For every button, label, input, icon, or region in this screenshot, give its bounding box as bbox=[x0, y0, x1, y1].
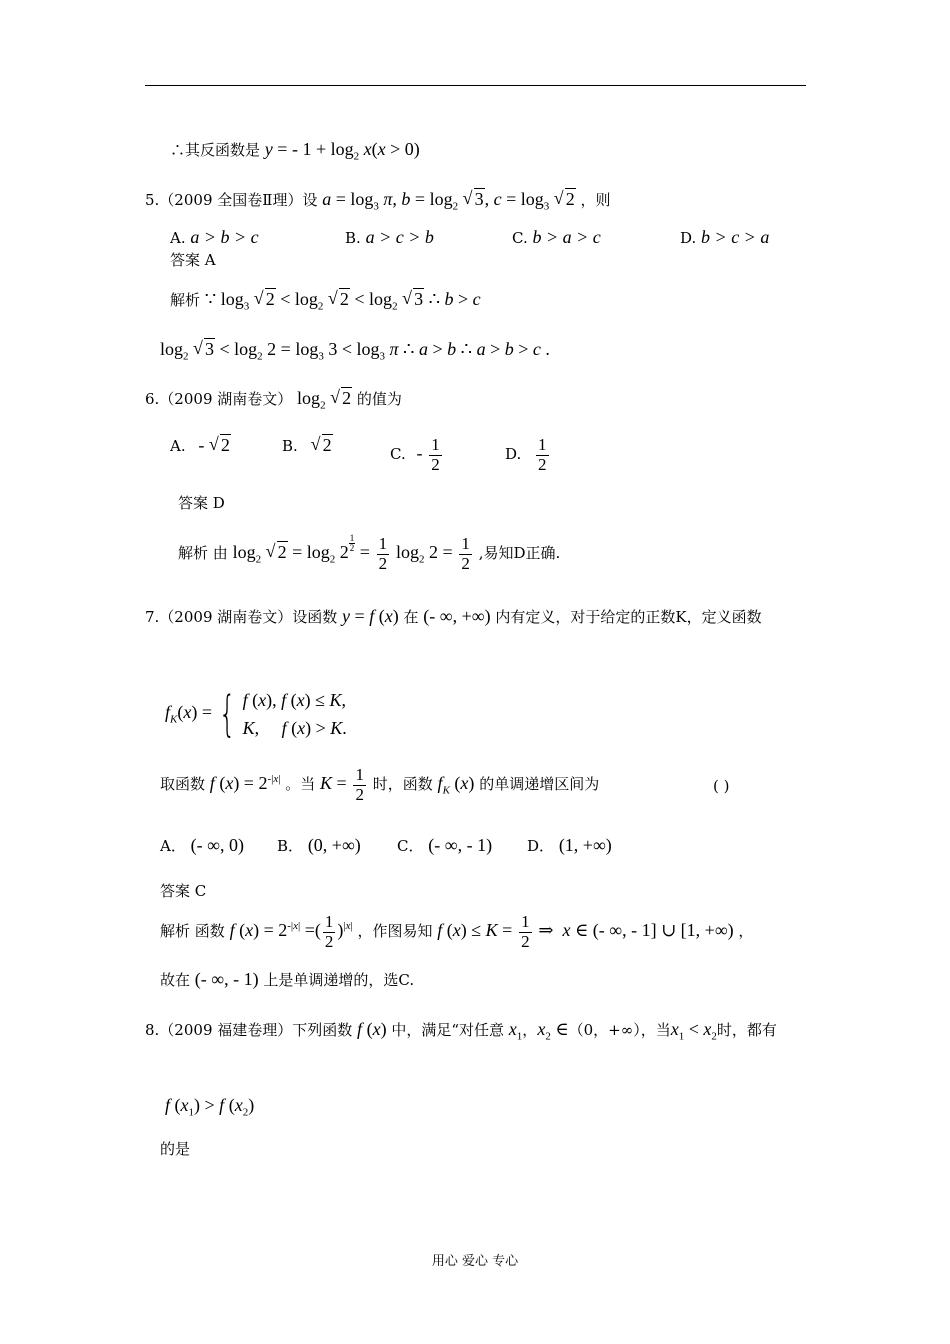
text: 时，函数 bbox=[372, 775, 433, 794]
q6-option-d: D. $\frac{1}{2}$ bbox=[505, 435, 547, 474]
header-rule bbox=[145, 85, 806, 86]
text: 中，满足“对任意 bbox=[391, 1021, 505, 1039]
question-7: 7.（2009 湖南卷文）设函数 y = f (x) 在 (- ∞, +∞) 内有定义，对于给定的正数K，定义函数 bbox=[145, 606, 762, 626]
text: 。当 bbox=[285, 775, 316, 794]
q7-conclusion: 故在 (- ∞, - 1) 上是单调递增的，选C. bbox=[160, 969, 415, 989]
label: 解析 bbox=[170, 291, 201, 309]
text: ，则 bbox=[580, 191, 611, 209]
text: ，作图易知 bbox=[357, 922, 433, 941]
q6-option-b: B. √ 2 bbox=[282, 436, 333, 454]
q5-answer: 答案 A bbox=[170, 251, 216, 269]
q7-option-c: C． (- ∞, - 1) bbox=[397, 835, 493, 855]
label: 解析 函数 bbox=[160, 922, 225, 941]
q7-analysis: 解析 函数 f $(x) = 2^{-|x|}$ =( $\frac{1}{2}$ )$^{|x|}$ ，作图易知 f (x) ≤ K = $\frac{1}{2}$ ⇒ x ∈ (- ∞, - 1] ∪ [1, +∞) ， bbox=[160, 912, 754, 951]
label: A. bbox=[170, 229, 186, 247]
q7-option-d: D． (1, +∞) bbox=[527, 835, 612, 855]
q8-tail: 的是 bbox=[160, 1140, 191, 1158]
text: 在 bbox=[403, 608, 419, 626]
q7-answer: 答案 C bbox=[160, 882, 207, 900]
q5-option-b: B. a > c > b bbox=[345, 227, 434, 247]
label: B． bbox=[277, 837, 304, 855]
label: B. bbox=[282, 437, 298, 455]
answer-paren: ( ) bbox=[713, 777, 730, 795]
q5-option-c: C. b > a > c bbox=[512, 227, 601, 247]
label: B. bbox=[345, 229, 361, 247]
text: 时，都有 bbox=[716, 1021, 777, 1039]
piecewise-definition: $f_K(x)$ = { f (x), f (x) ≤ K, K, f (x) > K. bbox=[165, 686, 347, 742]
text: ∴其反函数是 bbox=[170, 141, 261, 159]
label: A． bbox=[160, 837, 186, 855]
question-8: 8.（2009 福建卷理）下列函数 f (x) 中，满足“对任意 $x_1$，$x_2$ ∈（0，+∞），当$x_1 < x_2$时，都有 bbox=[145, 1019, 777, 1043]
label: A. bbox=[170, 437, 186, 455]
text: ， bbox=[738, 922, 754, 941]
q6-option-c: C. - $\frac{1}{2}$ bbox=[390, 435, 440, 474]
text: 的值为 bbox=[356, 390, 402, 408]
q7-take-function: 取函数 f $(x) = 2^{-|x|}$ 。当 K = $\frac{1}{2}$ 时，函数 $f_K$ (x) 的单调递增区间为 bbox=[160, 765, 600, 804]
page-footer: 用心 爱心 专心 bbox=[431, 1254, 519, 1269]
q6-analysis: 解析 由 $\log_2$ √ $2 = \log_2 2$ $\frac{1}{2}$ = $\frac{1}{2}$ $\log_2 2$ = $\frac{1}{2}$ ,易知D正确. bbox=[178, 534, 560, 573]
text: ,易知D正确. bbox=[478, 544, 561, 562]
label: C. bbox=[512, 229, 528, 247]
q5-option-d: D. b > c > a bbox=[680, 227, 770, 247]
label: 解析 由 bbox=[178, 544, 228, 562]
label: C． bbox=[397, 837, 424, 855]
q6-option-a: A. - √ 2 bbox=[170, 436, 231, 454]
label: C. bbox=[390, 445, 406, 464]
text: 取函数 bbox=[160, 775, 206, 794]
q8-label: 8.（2009 福建卷理）下列函数 bbox=[145, 1021, 353, 1039]
q6-label: 6.（2009 湖南卷文） bbox=[145, 390, 293, 408]
question-6: 6.（2009 湖南卷文） $\log_2$ √ 2 的值为 bbox=[145, 389, 402, 407]
q7-label: 7.（2009 湖南卷文）设函数 bbox=[145, 608, 338, 626]
text: （0，+∞），当 bbox=[568, 1021, 671, 1039]
q5-option-a: A. a > b > c bbox=[170, 227, 259, 247]
inverse-function-line: ∴其反函数是 y = - $1 + \log_2 x(x > 0)$ bbox=[170, 139, 420, 163]
label: D. bbox=[680, 229, 697, 247]
q5-analysis: 解析 ∵ $\log_3$ √ $2 < \log_2$ √ $2 < \log_2$ √ 3 ∴ b > c bbox=[170, 290, 481, 308]
q8-condition: f $(x_1) > f$ $(x_2)$ bbox=[165, 1095, 255, 1119]
q6-answer: 答案 D bbox=[178, 494, 225, 512]
question-5: 5.（2009 全国卷Ⅱ理）设 $a = \log_3 \pi$, $b = \log_2$ √ 3, $c = \log_3$ √ 2 ，则 bbox=[145, 190, 611, 208]
label: D． bbox=[527, 837, 555, 855]
q5-label: 5.（2009 全国卷Ⅱ理）设 bbox=[145, 191, 318, 209]
text: 内有定义，对于给定的正数K，定义函数 bbox=[495, 608, 762, 626]
text: 上是单调递增的，选C. bbox=[263, 971, 415, 989]
text: 的单调递增区间为 bbox=[479, 775, 600, 794]
q7-option-b: B． (0, +∞) bbox=[277, 835, 361, 855]
q5-analysis-line2: $\log_2$ √ $3 < \log_2 2 = \log_3 3 < \log_3 \pi$ ∴ a > b ∴ a > b > c . bbox=[160, 340, 550, 358]
label: D. bbox=[505, 445, 522, 464]
text: 故在 bbox=[160, 971, 191, 989]
q7-option-a: A． (- ∞, 0) bbox=[160, 835, 244, 855]
